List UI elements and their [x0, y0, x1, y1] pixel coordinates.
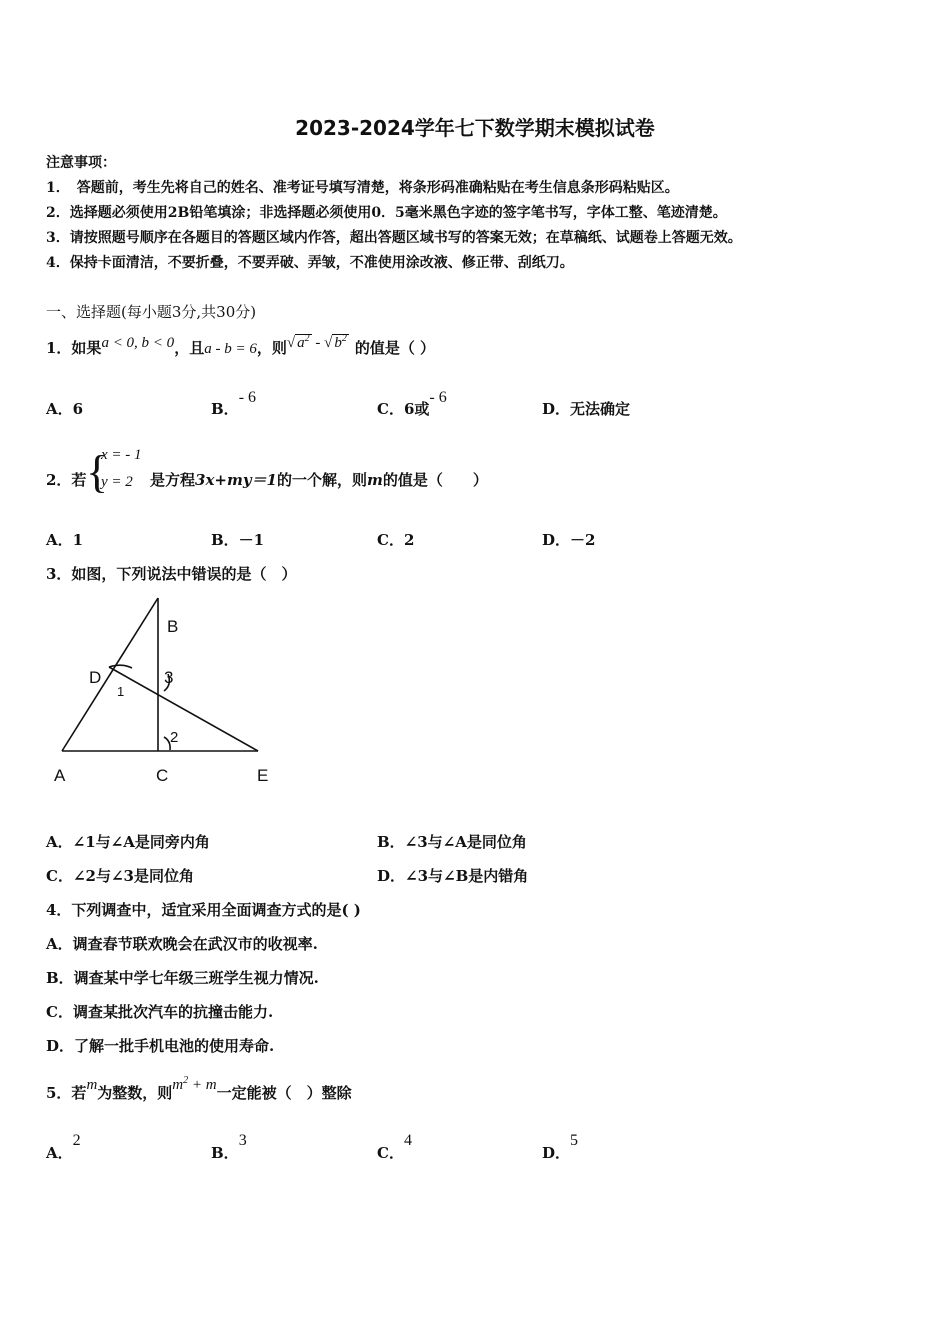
question-1 — [46, 333, 436, 358]
q5-option-c: C．4 — [377, 1132, 412, 1162]
q2-system-line-1: x = - 1 — [101, 447, 142, 463]
section-heading: 一、选择题(每小题3分,共30分) — [46, 303, 257, 321]
q5-prefix: 5．若 — [46, 1084, 87, 1102]
q1-mid2: ，则 — [256, 339, 287, 357]
notice-item-1: 1． 答题前，考生先将自己的姓名、准考证号填写清楚，将条形码准确粘贴在考生信息条形码粘贴区。 — [46, 180, 679, 196]
label-b: B — [167, 617, 179, 636]
q1-expression: √ $a^2$ - √ $b^2$ — [286, 333, 347, 351]
q5-suffix: 一定能被（ ）整除 — [216, 1084, 352, 1102]
q2-system-brace: { — [86, 446, 109, 497]
q1-equation: a - b = 6 — [204, 341, 257, 357]
q1-option-c: C．6或- 6 — [377, 389, 447, 418]
q1-option-a: A．6 — [46, 400, 84, 418]
notice-item-2: 2．选择题必须使用2B铅笔填涂；非选择题必须使用0．5毫米黑色字迹的签字笔书写，字体工整、笔迹清楚。 — [46, 205, 727, 221]
q4-option-d: D．了解一批手机电池的使用寿命. — [46, 1037, 275, 1055]
q1-mid1: ，且 — [174, 339, 205, 357]
q5-option-d: D．5 — [542, 1132, 579, 1162]
notice-item-3: 3．请按照题号顺序在各题目的答题区域内作答，超出答题区域书写的答案无效；在草稿纸、试题卷上答题无效。 — [46, 230, 742, 246]
page-title: 2023-2024学年七下数学期末模拟试卷 — [295, 116, 655, 140]
q1-option-b: B．- 6 — [211, 389, 257, 418]
q1-option-d: D．无法确定 — [542, 400, 631, 418]
q4-option-a: A．调查春节联欢晚会在武汉市的收视率. — [46, 935, 318, 953]
q2-option-c: C．2 — [377, 531, 415, 549]
q2-prefix: 2．若 — [46, 471, 87, 489]
q4-stem: 4．下列调查中，适宜采用全面调查方式的是( ) — [46, 901, 361, 919]
q3-option-b: B．∠3与∠A是同位角 — [377, 833, 527, 851]
question-5 — [46, 1075, 352, 1103]
q2-option-a: A．1 — [46, 531, 84, 549]
label-e: E — [257, 766, 269, 785]
label-c: C — [156, 766, 169, 785]
line-ab — [62, 598, 158, 751]
q3-figure — [40, 590, 300, 790]
notice-item-4: 4．保持卡面清洁，不要折叠，不要弄破、弄皱，不准使用涂改液、修正带、刮纸刀。 — [46, 255, 574, 271]
q2-system-line-2: y = 2 — [101, 474, 133, 490]
q5-option-a: A．2 — [46, 1132, 81, 1162]
q3-option-c: C．∠2与∠3是同位角 — [46, 867, 194, 885]
q4-option-b: B．调查某中学七年级三班学生视力情况. — [46, 969, 319, 987]
q3-option-d: D．∠3与∠B是内错角 — [377, 867, 529, 885]
q2-option-d: D．－2 — [542, 531, 596, 549]
notice-heading: 注意事项： — [46, 155, 116, 171]
q1-suffix: 的值是（ ） — [354, 339, 436, 357]
q5-mid: 为整数，则 — [97, 1084, 173, 1102]
q1-prefix: 1．如果 — [46, 339, 102, 357]
q5-variable: m — [86, 1077, 98, 1093]
q2-option-b: B．－1 — [211, 531, 265, 549]
label-a: A — [54, 766, 66, 785]
q2-stem: 是方程3x+my＝1的一个解，则m的值是（ ） — [150, 471, 488, 489]
q3-stem: 3．如图，下列说法中错误的是（ ） — [46, 565, 297, 583]
q3-option-a: A．∠1与∠A是同旁内角 — [46, 833, 210, 851]
angle-1-arc — [109, 665, 132, 668]
label-angle-2: 2 — [170, 729, 179, 746]
label-angle-3: 3 — [164, 668, 174, 687]
q1-condition: a < 0, b < 0 — [101, 335, 175, 351]
q5-expression: $m^2 + m$ — [172, 1075, 217, 1093]
q4-option-c: C．调查某批次汽车的抗撞击能力. — [46, 1003, 274, 1021]
label-angle-1: 1 — [117, 684, 125, 699]
q5-option-b: B．3 — [211, 1132, 247, 1162]
label-d: D — [89, 668, 102, 687]
line-de — [109, 667, 258, 751]
